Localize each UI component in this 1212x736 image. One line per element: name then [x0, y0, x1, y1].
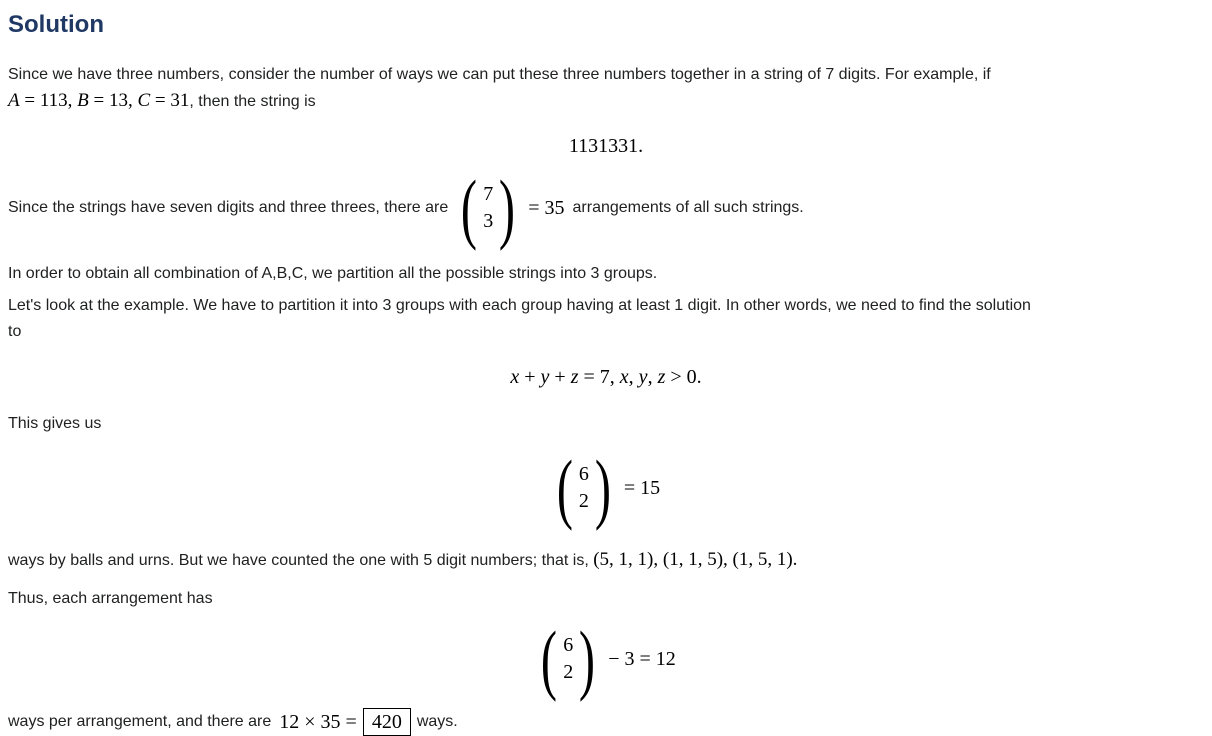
- paragraph-intro-line2: [8, 88, 1204, 115]
- math-op: ,: [628, 366, 639, 388]
- math-var: z: [657, 366, 666, 388]
- math-var: y: [540, 366, 550, 388]
- binomial-rhs: − 3 = 12: [608, 647, 676, 670]
- binomial-stack: [562, 632, 574, 686]
- math-op: +: [519, 366, 541, 388]
- inline-math-product: 12 × 35 =: [279, 710, 357, 733]
- binomial-7-3: [456, 164, 520, 251]
- binomial-paren-right: ): [594, 444, 611, 531]
- display-binomial-15: [8, 445, 1204, 531]
- math-op: +: [549, 366, 571, 388]
- binomial-paren-right: ): [499, 164, 516, 251]
- math-var: z: [570, 366, 579, 388]
- binomial-paren-right: ): [579, 615, 596, 702]
- binomial-6-2: [552, 444, 616, 531]
- display-math-equation: [8, 363, 1204, 391]
- math-var: y: [638, 366, 648, 388]
- math-text: = 113,: [19, 90, 78, 111]
- paragraph-thus: Thus, each arrangement has: [8, 590, 213, 607]
- paragraph-arrangements-tail: arrangements of all such strings.: [572, 199, 804, 216]
- display-math-string: 1131331.: [568, 135, 644, 157]
- binomial-top: 6: [563, 634, 574, 656]
- paragraph-partition: In order to obtain all combination of A,B,C, we partition all the possible strings into 3 groups.: [8, 265, 658, 282]
- inline-math-tuples: (5, 1, 1), (1, 1, 5), (1, 5, 1).: [593, 549, 798, 570]
- binomial-rhs: = 35: [528, 197, 565, 219]
- inline-math-abc: [8, 90, 189, 111]
- math-text: = 31: [150, 90, 190, 111]
- binomial-rhs: = 15: [623, 476, 661, 499]
- math-var: C: [137, 90, 151, 111]
- binomial-paren-left: (: [556, 444, 573, 531]
- paragraph-arrangements-lead: Since the strings have seven digits and three threes, there are: [8, 199, 449, 216]
- paragraph-example-line1: Let's look at the example. We have to partition it into 3 groups with each group having at least 1 digit. In other words, we need to find the solution: [8, 297, 1031, 314]
- math-op: > 0.: [665, 366, 702, 388]
- math-var: B: [77, 90, 89, 111]
- paragraph-final: [8, 708, 1204, 736]
- math-op: = 7,: [578, 366, 620, 388]
- math-var: A: [8, 90, 20, 111]
- paragraph-arrangements: [8, 164, 1204, 251]
- paragraph-final-lead: ways per arrangement, and there are: [8, 713, 272, 730]
- math-op: ,: [647, 366, 658, 388]
- math-var: x: [619, 366, 629, 388]
- paragraph-example: [8, 293, 1204, 345]
- paragraph-example-line2: to: [8, 323, 22, 340]
- math-text: = 13,: [88, 90, 138, 111]
- binomial-paren-left: (: [541, 615, 558, 702]
- binomial-paren-left: (: [461, 164, 478, 251]
- page-title: Solution: [8, 11, 104, 38]
- binomial-stack: [482, 181, 494, 235]
- binomial-top: 6: [578, 463, 589, 485]
- paragraph-intro: [8, 62, 1204, 115]
- paragraph-intro-line1: Since we have three numbers, consider the number of ways we can put these three numbers together in a string of 7 digits. For example, if: [8, 66, 991, 83]
- boxed-answer: 420: [363, 708, 411, 736]
- binomial-6-2: [536, 615, 600, 702]
- paragraph-balls-urns: [8, 547, 1204, 574]
- binomial-top: 7: [483, 183, 494, 205]
- binomial-bottom: 2: [578, 490, 589, 512]
- display-binomial-12: [8, 616, 1204, 702]
- paragraph-gives: This gives us: [8, 415, 102, 432]
- binomial-stack: [578, 461, 590, 515]
- math-var: x: [510, 366, 520, 388]
- paragraph-intro-tail: , then the string is: [189, 93, 316, 110]
- binomial-bottom: 2: [563, 661, 574, 683]
- binomial-bottom: 3: [483, 210, 494, 232]
- paragraph-balls-urns-lead: ways by balls and urns. But we have counted the one with 5 digit numbers; that is,: [8, 552, 594, 569]
- paragraph-final-tail: ways.: [416, 713, 458, 730]
